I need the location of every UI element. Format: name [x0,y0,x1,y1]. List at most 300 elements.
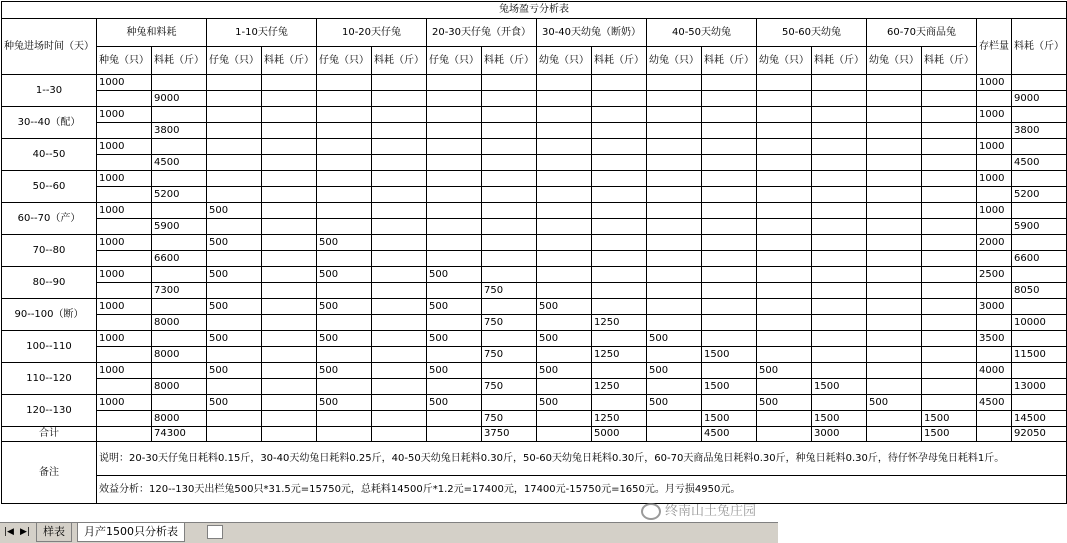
table-cell[interactable] [97,123,152,139]
table-cell[interactable]: 4000 [977,363,1012,379]
table-cell[interactable] [262,219,317,235]
table-cell[interactable]: 4500 [1012,155,1067,171]
table-cell[interactable]: 1000 [97,267,152,283]
total-cell[interactable]: 1500 [922,427,977,442]
table-cell[interactable] [537,219,592,235]
table-cell[interactable] [427,155,482,171]
table-cell[interactable] [537,267,592,283]
table-cell[interactable] [702,171,757,187]
table-cell[interactable] [427,139,482,155]
total-cell[interactable] [262,427,317,442]
table-cell[interactable] [372,299,427,315]
table-cell[interactable]: 1000 [97,299,152,315]
table-cell[interactable] [702,267,757,283]
table-cell[interactable] [812,171,867,187]
table-cell[interactable] [977,315,1012,331]
table-cell[interactable] [482,107,537,123]
table-cell[interactable] [647,203,702,219]
table-cell[interactable] [537,235,592,251]
table-cell[interactable] [922,251,977,267]
table-cell[interactable] [812,395,867,411]
table-cell[interactable]: 5900 [1012,219,1067,235]
table-cell[interactable] [922,331,977,347]
table-cell[interactable] [537,155,592,171]
table-cell[interactable] [207,155,262,171]
table-cell[interactable] [757,107,812,123]
table-cell[interactable] [317,187,372,203]
table-cell[interactable] [812,267,867,283]
table-cell[interactable] [372,139,427,155]
table-cell[interactable] [922,219,977,235]
table-cell[interactable] [537,315,592,331]
table-cell[interactable] [97,251,152,267]
table-cell[interactable]: 1000 [97,331,152,347]
table-cell[interactable] [977,411,1012,427]
table-cell[interactable] [152,107,207,123]
table-cell[interactable] [482,171,537,187]
table-cell[interactable] [867,75,922,91]
table-cell[interactable] [757,267,812,283]
table-cell[interactable] [867,299,922,315]
table-cell[interactable] [207,411,262,427]
table-cell[interactable] [592,75,647,91]
table-cell[interactable]: 14500 [1012,411,1067,427]
table-cell[interactable] [592,251,647,267]
total-cell[interactable] [207,427,262,442]
table-cell[interactable] [152,267,207,283]
table-cell[interactable]: 500 [207,299,262,315]
table-cell[interactable] [702,155,757,171]
table-cell[interactable] [537,283,592,299]
table-cell[interactable] [537,347,592,363]
table-cell[interactable] [372,331,427,347]
table-cell[interactable] [207,123,262,139]
table-cell[interactable]: 1500 [702,347,757,363]
table-cell[interactable] [977,347,1012,363]
table-cell[interactable] [207,139,262,155]
table-cell[interactable] [867,379,922,395]
table-cell[interactable] [372,283,427,299]
table-cell[interactable] [977,187,1012,203]
table-cell[interactable] [262,283,317,299]
table-cell[interactable] [482,299,537,315]
table-cell[interactable] [757,91,812,107]
table-cell[interactable]: 750 [482,411,537,427]
table-cell[interactable] [207,315,262,331]
table-cell[interactable] [867,251,922,267]
table-cell[interactable] [537,107,592,123]
table-cell[interactable]: 2000 [977,235,1012,251]
table-cell[interactable] [702,75,757,91]
table-cell[interactable] [812,123,867,139]
table-cell[interactable] [702,251,757,267]
table-cell[interactable] [262,299,317,315]
table-cell[interactable] [647,75,702,91]
table-cell[interactable] [372,411,427,427]
table-cell[interactable] [262,267,317,283]
table-cell[interactable]: 11500 [1012,347,1067,363]
table-cell[interactable]: 500 [317,363,372,379]
table-cell[interactable] [757,347,812,363]
table-cell[interactable] [1012,139,1067,155]
table-cell[interactable]: 500 [427,395,482,411]
table-cell[interactable] [152,139,207,155]
table-cell[interactable] [262,187,317,203]
table-cell[interactable] [372,123,427,139]
table-cell[interactable] [207,107,262,123]
table-cell[interactable] [922,283,977,299]
table-cell[interactable] [372,75,427,91]
table-cell[interactable] [482,251,537,267]
table-cell[interactable] [867,267,922,283]
table-cell[interactable]: 1000 [977,203,1012,219]
table-cell[interactable] [757,283,812,299]
table-cell[interactable] [1012,363,1067,379]
table-cell[interactable]: 8000 [152,347,207,363]
table-cell[interactable] [482,203,537,219]
table-cell[interactable] [1012,171,1067,187]
table-cell[interactable]: 1000 [977,139,1012,155]
table-cell[interactable] [317,155,372,171]
table-cell[interactable] [922,171,977,187]
table-cell[interactable] [702,299,757,315]
table-cell[interactable] [977,379,1012,395]
table-cell[interactable]: 500 [757,395,812,411]
total-cell[interactable]: 3750 [482,427,537,442]
table-cell[interactable]: 1000 [97,235,152,251]
table-cell[interactable] [482,139,537,155]
table-cell[interactable]: 500 [427,299,482,315]
table-cell[interactable]: 13000 [1012,379,1067,395]
table-cell[interactable] [537,187,592,203]
table-cell[interactable]: 500 [537,395,592,411]
table-cell[interactable]: 500 [317,395,372,411]
table-cell[interactable] [757,75,812,91]
table-cell[interactable] [592,171,647,187]
table-cell[interactable] [812,203,867,219]
tab-sample[interactable]: 样表 [36,523,72,542]
table-cell[interactable] [482,123,537,139]
table-cell[interactable] [702,395,757,411]
table-cell[interactable]: 1250 [592,379,647,395]
table-cell[interactable]: 500 [207,267,262,283]
table-cell[interactable] [262,171,317,187]
table-cell[interactable]: 500 [207,363,262,379]
table-cell[interactable] [482,395,537,411]
table-cell[interactable] [592,107,647,123]
table-cell[interactable] [922,139,977,155]
table-cell[interactable] [812,155,867,171]
table-cell[interactable] [977,123,1012,139]
table-cell[interactable] [812,75,867,91]
table-cell[interactable] [702,107,757,123]
total-cell[interactable] [427,427,482,442]
table-cell[interactable]: 6600 [152,251,207,267]
table-cell[interactable] [922,187,977,203]
table-cell[interactable] [812,91,867,107]
table-cell[interactable] [812,139,867,155]
table-cell[interactable] [262,347,317,363]
table-cell[interactable]: 500 [317,299,372,315]
table-cell[interactable] [757,187,812,203]
table-cell[interactable] [922,395,977,411]
table-cell[interactable] [647,299,702,315]
table-cell[interactable] [372,235,427,251]
table-cell[interactable] [482,187,537,203]
table-cell[interactable] [537,123,592,139]
table-cell[interactable] [977,283,1012,299]
table-cell[interactable]: 500 [427,267,482,283]
table-cell[interactable] [482,155,537,171]
table-cell[interactable] [482,219,537,235]
table-cell[interactable]: 1000 [97,139,152,155]
table-cell[interactable]: 500 [537,299,592,315]
table-cell[interactable] [152,363,207,379]
table-cell[interactable] [1012,75,1067,91]
table-cell[interactable] [757,251,812,267]
table-cell[interactable] [207,283,262,299]
table-cell[interactable] [1012,267,1067,283]
table-cell[interactable]: 1000 [97,75,152,91]
table-cell[interactable] [482,331,537,347]
table-cell[interactable] [867,363,922,379]
table-cell[interactable] [702,123,757,139]
table-cell[interactable]: 5200 [152,187,207,203]
table-cell[interactable] [647,411,702,427]
table-cell[interactable] [757,155,812,171]
table-cell[interactable] [922,91,977,107]
table-cell[interactable] [427,411,482,427]
table-cell[interactable] [262,139,317,155]
table-cell[interactable] [262,123,317,139]
table-cell[interactable] [152,395,207,411]
table-cell[interactable]: 500 [317,235,372,251]
table-cell[interactable] [317,379,372,395]
table-cell[interactable] [592,363,647,379]
table-cell[interactable] [867,283,922,299]
table-cell[interactable] [757,379,812,395]
table-cell[interactable]: 7300 [152,283,207,299]
table-cell[interactable] [1012,203,1067,219]
table-cell[interactable]: 1500 [702,379,757,395]
table-cell[interactable] [482,363,537,379]
table-cell[interactable] [262,75,317,91]
table-cell[interactable] [647,283,702,299]
table-cell[interactable]: 1000 [977,75,1012,91]
total-cell[interactable]: 3000 [812,427,867,442]
table-cell[interactable]: 500 [427,331,482,347]
table-cell[interactable] [97,219,152,235]
table-cell[interactable] [647,219,702,235]
table-cell[interactable] [97,283,152,299]
table-cell[interactable]: 500 [537,331,592,347]
table-cell[interactable] [592,203,647,219]
table-cell[interactable] [647,251,702,267]
table-cell[interactable]: 5200 [1012,187,1067,203]
table-cell[interactable]: 500 [647,331,702,347]
table-cell[interactable]: 8000 [152,379,207,395]
table-cell[interactable] [207,91,262,107]
table-cell[interactable] [152,331,207,347]
table-cell[interactable]: 750 [482,315,537,331]
table-cell[interactable] [702,219,757,235]
table-cell[interactable] [262,331,317,347]
table-cell[interactable] [207,219,262,235]
table-cell[interactable] [427,251,482,267]
table-cell[interactable] [207,347,262,363]
table-cell[interactable] [812,219,867,235]
table-cell[interactable] [647,187,702,203]
table-cell[interactable] [757,331,812,347]
table-cell[interactable] [152,171,207,187]
table-cell[interactable] [647,107,702,123]
table-cell[interactable] [372,203,427,219]
table-cell[interactable] [372,155,427,171]
table-cell[interactable] [647,139,702,155]
table-cell[interactable] [812,331,867,347]
table-cell[interactable] [537,75,592,91]
table-cell[interactable]: 1250 [592,411,647,427]
table-cell[interactable] [757,171,812,187]
table-cell[interactable] [977,155,1012,171]
table-cell[interactable]: 4500 [977,395,1012,411]
table-cell[interactable] [317,123,372,139]
table-cell[interactable] [207,379,262,395]
table-cell[interactable] [922,299,977,315]
table-cell[interactable] [922,155,977,171]
table-cell[interactable] [262,411,317,427]
table-cell[interactable]: 9000 [152,91,207,107]
table-cell[interactable] [922,75,977,91]
table-cell[interactable] [757,123,812,139]
table-cell[interactable] [867,107,922,123]
table-cell[interactable] [757,235,812,251]
table-cell[interactable] [977,91,1012,107]
table-cell[interactable] [317,283,372,299]
table-cell[interactable] [922,363,977,379]
table-cell[interactable] [372,251,427,267]
table-cell[interactable] [262,235,317,251]
table-cell[interactable] [427,283,482,299]
table-cell[interactable] [427,219,482,235]
table-cell[interactable] [922,203,977,219]
table-cell[interactable]: 750 [482,379,537,395]
table-cell[interactable] [757,411,812,427]
table-cell[interactable] [647,155,702,171]
table-cell[interactable] [537,203,592,219]
table-cell[interactable]: 8000 [152,411,207,427]
table-cell[interactable] [317,171,372,187]
table-cell[interactable]: 6600 [1012,251,1067,267]
table-cell[interactable] [867,331,922,347]
last-sheet-button[interactable]: ▶| [20,527,30,537]
table-cell[interactable] [977,219,1012,235]
table-cell[interactable] [922,267,977,283]
total-cell[interactable] [97,427,152,442]
table-cell[interactable]: 1500 [702,411,757,427]
total-cell[interactable]: 74300 [152,427,207,442]
table-cell[interactable]: 3500 [977,331,1012,347]
table-cell[interactable] [812,315,867,331]
table-cell[interactable] [867,315,922,331]
table-cell[interactable] [152,203,207,219]
table-cell[interactable] [427,379,482,395]
table-cell[interactable] [427,123,482,139]
table-cell[interactable] [97,91,152,107]
table-cell[interactable]: 500 [317,267,372,283]
table-cell[interactable]: 500 [647,363,702,379]
table-cell[interactable]: 750 [482,347,537,363]
table-cell[interactable] [317,91,372,107]
table-cell[interactable] [262,379,317,395]
table-cell[interactable] [262,107,317,123]
table-cell[interactable]: 500 [207,331,262,347]
table-cell[interactable] [757,139,812,155]
table-cell[interactable] [592,219,647,235]
table-cell[interactable] [922,379,977,395]
table-cell[interactable] [537,139,592,155]
table-cell[interactable] [812,283,867,299]
table-cell[interactable] [592,235,647,251]
table-cell[interactable] [207,187,262,203]
table-cell[interactable] [867,235,922,251]
table-cell[interactable]: 500 [427,363,482,379]
table-cell[interactable]: 500 [317,331,372,347]
table-cell[interactable]: 2500 [977,267,1012,283]
table-cell[interactable]: 1500 [812,411,867,427]
table-cell[interactable] [757,315,812,331]
table-cell[interactable] [207,171,262,187]
table-cell[interactable] [262,363,317,379]
total-cell[interactable]: 4500 [702,427,757,442]
table-cell[interactable] [427,347,482,363]
table-cell[interactable]: 1250 [592,347,647,363]
table-cell[interactable]: 8000 [152,315,207,331]
table-cell[interactable] [372,395,427,411]
table-cell[interactable] [372,171,427,187]
table-cell[interactable]: 500 [207,395,262,411]
add-sheet-icon[interactable] [207,525,223,539]
table-cell[interactable]: 500 [207,235,262,251]
note-benefit-analysis[interactable]: 效益分析：120--130天出栏兔500只*31.5元=15750元，总耗料14500斤*1.2元=17400元，17400元-15750元=1650元。月亏损4950元。 [97,476,1067,504]
table-cell[interactable]: 1000 [97,171,152,187]
table-cell[interactable] [812,251,867,267]
table-cell[interactable]: 8050 [1012,283,1067,299]
table-cell[interactable] [97,155,152,171]
table-cell[interactable] [702,331,757,347]
tab-monthly-analysis[interactable]: 月产1500只分析表 [77,523,185,542]
table-cell[interactable] [812,347,867,363]
table-cell[interactable] [592,331,647,347]
table-cell[interactable] [372,187,427,203]
table-cell[interactable] [97,315,152,331]
table-cell[interactable] [757,299,812,315]
table-cell[interactable] [922,123,977,139]
table-cell[interactable] [207,75,262,91]
table-cell[interactable] [207,251,262,267]
table-cell[interactable] [372,219,427,235]
table-cell[interactable] [867,411,922,427]
total-cell[interactable] [647,427,702,442]
table-cell[interactable] [867,203,922,219]
table-cell[interactable]: 500 [867,395,922,411]
table-cell[interactable] [317,75,372,91]
table-cell[interactable] [262,315,317,331]
table-cell[interactable] [372,107,427,123]
table-cell[interactable]: 3000 [977,299,1012,315]
table-cell[interactable] [702,139,757,155]
table-cell[interactable] [592,283,647,299]
